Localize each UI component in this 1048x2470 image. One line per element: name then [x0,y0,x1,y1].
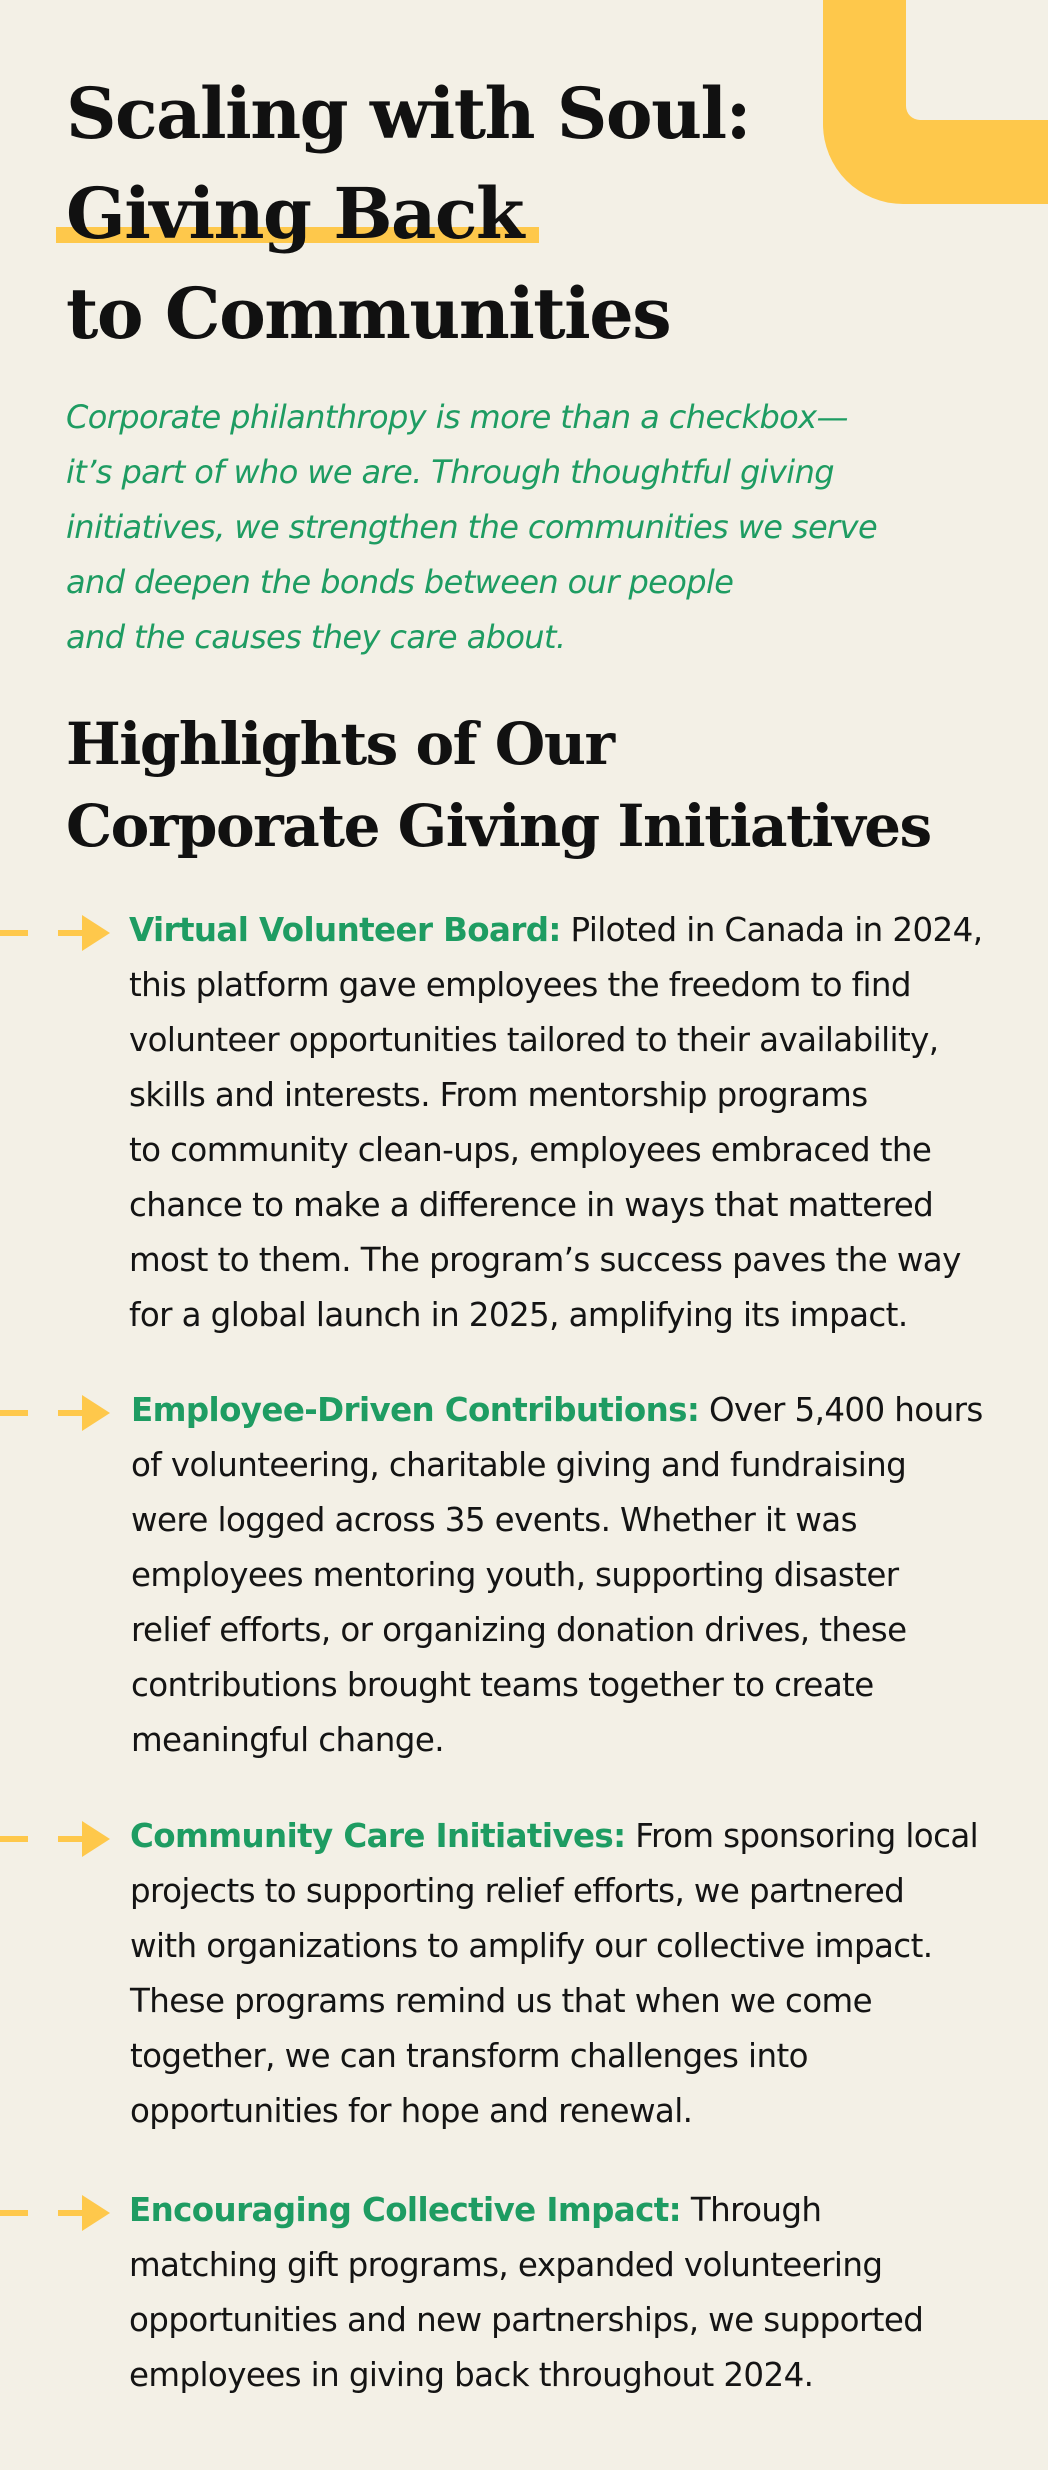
highlight-line: chance to make a difference in ways that mattered [129,1186,934,1224]
highlight-line: opportunities for hope and renewal. [130,2092,693,2130]
highlight-line: together, we can transform challenges into [130,2037,808,2075]
arrow-right-icon [58,1395,110,1431]
highlight-line: were logged across 35 events. Whether it was [131,1501,857,1539]
arrow-right-icon [58,2195,110,2231]
highlight-line: employees in giving back throughout 2024. [129,2356,814,2394]
highlight-line: opportunities and new partnerships, we supported [129,2301,924,2339]
highlight-line: skills and interests. From mentorship programs [129,1076,868,1114]
intro-line: Corporate philanthropy is more than a checkbox— [66,398,848,436]
highlight-first-line: From sponsoring local [625,1817,979,1855]
bullet-dash [0,1836,28,1842]
title-line-1: Scaling with Soul: [66,72,750,155]
highlight-line: for a global launch in 2025, amplifying its impact. [129,1296,908,1334]
highlight-line: matching gift programs, expanded volunteering [129,2246,883,2284]
section-heading-line-1: Highlights of Our [66,710,614,778]
highlight-text [131,1383,1011,1768]
highlight-line: contributions brought teams together to create [131,1666,874,1704]
highlight-text [129,903,1009,1343]
bullet-dash [0,930,28,936]
highlight-line: employees mentoring youth, supporting disaster [131,1556,899,1594]
highlight-line: volunteer opportunities tailored to their availability, [129,1021,939,1059]
highlight-line: These programs remind us that when we come [130,1982,872,2020]
intro-line: and the causes they care about. [66,618,566,656]
highlight-line: this platform gave employees the freedom to find [129,966,911,1004]
section-heading-line-2: Corporate Giving Initiatives [66,792,931,860]
arrow-right-icon [58,915,110,951]
arrow-right-icon [58,1821,110,1857]
highlight-line: meaningful change. [131,1721,444,1759]
highlight-first-line: Over 5,400 hours [699,1391,983,1429]
highlight-line: to community clean-ups, employees embraced the [129,1131,932,1169]
highlight-line: relief efforts, or organizing donation drives, these [131,1611,907,1649]
highlight-lead: Community Care Initiatives: [130,1817,626,1855]
highlight-first-line: Through [681,2191,822,2229]
highlight-line: most to them. The program’s success paves the way [129,1241,961,1279]
highlight-line: of volunteering, charitable giving and fundraising [131,1446,907,1484]
highlight-line: with organizations to amplify our collective impact. [130,1927,933,1965]
highlight-lead: Employee-Driven Contributions: [131,1391,700,1429]
intro-paragraph [66,390,966,665]
bullet-dash [0,2210,28,2216]
highlight-line: projects to supporting relief efforts, we partnered [130,1872,905,1910]
highlight-lead: Encouraging Collective Impact: [129,2191,682,2229]
highlight-first-line: Piloted in Canada in 2024, [560,911,983,949]
title-line-3: to Communities [66,272,671,355]
title-line-2-highlighted: Giving Back [66,164,523,264]
intro-line: and deepen the bonds between our people [66,563,734,601]
intro-line: initiatives, we strengthen the communities we serve [66,508,878,546]
section-heading [66,703,931,867]
page-title [66,64,750,364]
highlight-text [129,2183,1009,2403]
bullet-dash [0,1410,28,1416]
intro-line: it’s part of who we are. Through thoughtful giving [66,453,834,491]
highlight-text [130,1809,1010,2139]
highlight-lead: Virtual Volunteer Board: [129,911,561,949]
corner-bracket-decoration [823,0,1048,204]
